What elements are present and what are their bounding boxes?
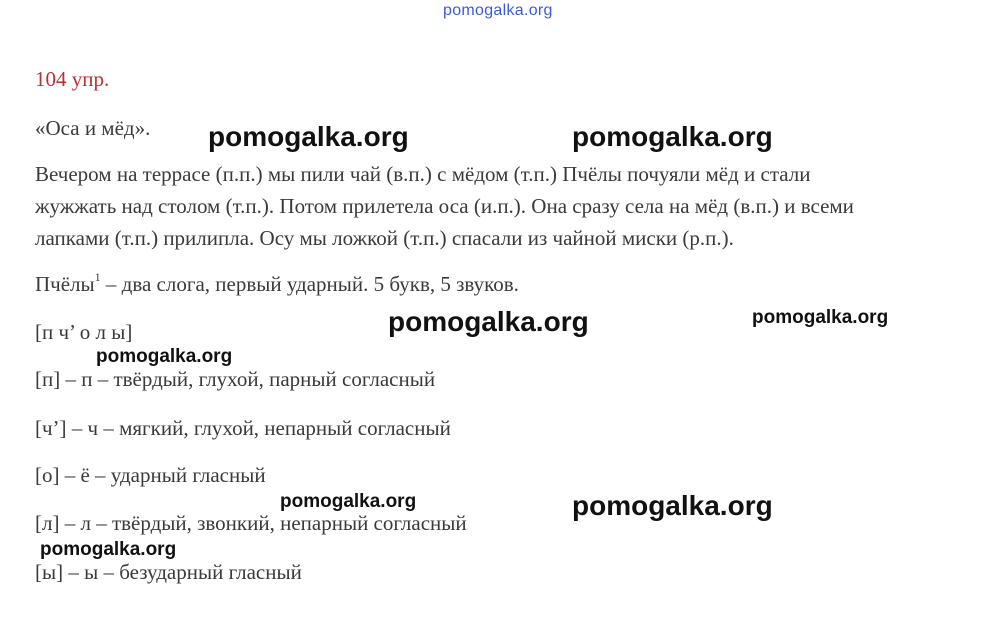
- watermark-overlay: pomogalka.org: [208, 121, 409, 152]
- watermark-top: pomogalka.org: [443, 2, 553, 19]
- analysis-word: Пчёлы: [35, 272, 95, 296]
- watermark-overlay: pomogalka.org: [752, 307, 889, 328]
- analysis-mark: 1: [94, 270, 101, 284]
- sound-line-5: [ы] – ы – безударный гласный: [35, 560, 302, 584]
- transcription: [п ч’ о л ы]: [35, 320, 133, 344]
- text-line-2: жужжать над столом (т.п.). Потом прилетела оса (и.п.). Она сразу села на мёд (в.п.) и всеми: [35, 194, 854, 218]
- watermark-overlay: pomogalka.org: [40, 539, 177, 560]
- watermark-overlay: pomogalka.org: [388, 306, 589, 337]
- analysis-rest: – два слога, первый ударный. 5 букв, 5 звуков.: [100, 272, 519, 296]
- sound-line-4: [л] – л – твёрдый, звонкий, непарный согласный: [35, 511, 467, 535]
- sound-line-1: [п] – п – твёрдый, глухой, парный согласный: [35, 367, 436, 391]
- watermark-overlay: pomogalka.org: [572, 490, 773, 521]
- text-line-3: лапками (т.п.) прилипла. Осу мы ложкой (т.п.) спасали из чайной миски (р.п.).: [35, 226, 734, 250]
- text-title: «Оса и мёд».: [35, 116, 151, 140]
- watermark-overlay: pomogalka.org: [96, 346, 233, 367]
- word-analysis: [35, 272, 519, 297]
- exercise-title: 104 упр.: [35, 67, 110, 91]
- watermark-overlay: pomogalka.org: [572, 121, 773, 152]
- text-line-1: Вечером на террасе (п.п.) мы пили чай (в.п.) с мёдом (т.п.) Пчёлы почуяли мёд и стали: [35, 162, 811, 186]
- sound-line-3: [о] – ё – ударный гласный: [35, 463, 266, 487]
- sound-line-2: [ч’] – ч – мягкий, глухой, непарный согласный: [35, 416, 451, 440]
- watermark-overlay: pomogalka.org: [280, 491, 417, 512]
